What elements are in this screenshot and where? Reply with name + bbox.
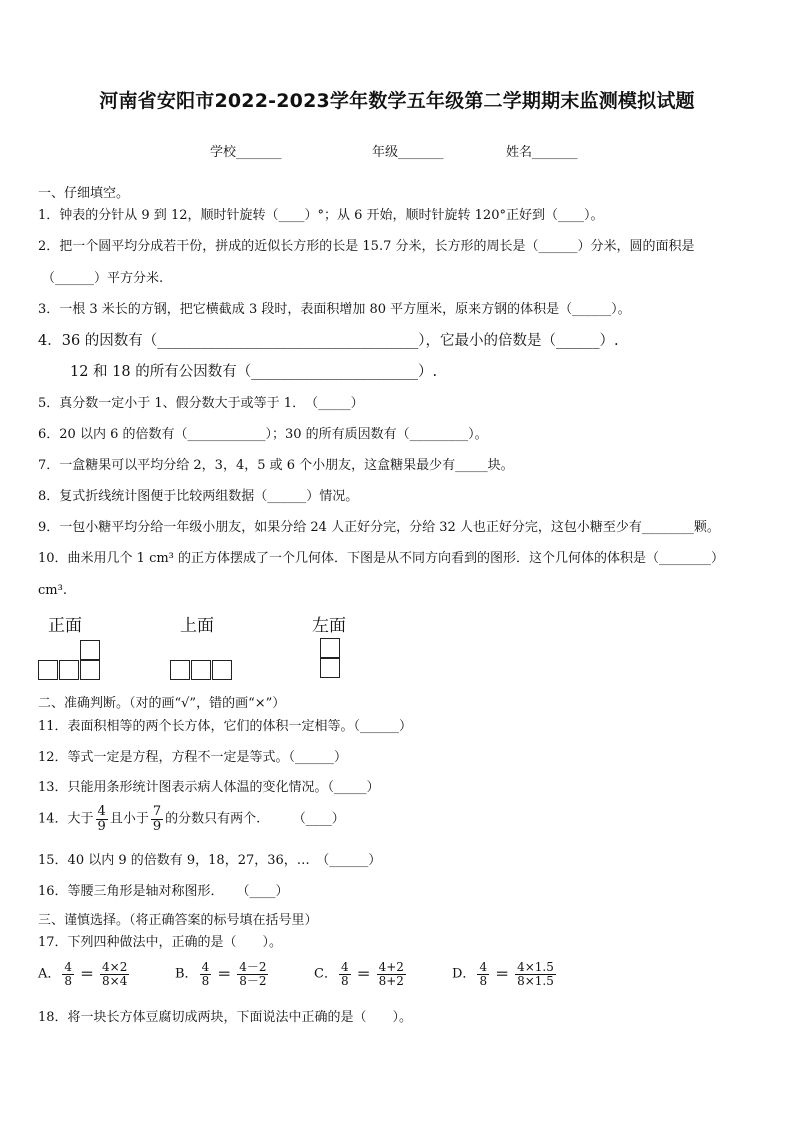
numerator: 4 [97,804,106,819]
denominator: 9 [152,818,162,834]
equals-sign: ＝ [495,967,510,984]
option-b[interactable] [175,961,270,987]
front-view-label: 正面 [48,616,82,636]
numerator: 4 [340,960,349,974]
numerator: 4 [64,960,73,974]
fraction [339,961,351,987]
question-12: 12．等式一定是方程，方程不一定是等式。（______） [38,750,348,765]
question-13: 13．只能用条形统计图表示病人体温的变化情况。（_____） [38,780,380,795]
question-1: 1．钟表的分针从 9 到 12，顺时针旋转（____）°；从 6 开始，顺时针旋转 120°正好到（____）。 [38,208,604,223]
question-2-line2: （______）平方分米. [42,271,164,286]
denominator: 8×4 [102,973,128,988]
left-view-label: 左面 [312,616,346,636]
denominator: 9 [97,818,106,834]
option-label: A． [38,966,61,982]
fraction [377,961,406,987]
question-2-line1: 2．把一个圆平均分成若干份，拼成的近似长方形的长是 15.7 分米，长方形的周长是（______）分米，圆的面积是 [38,239,695,254]
school-field[interactable]: 学校_______ [210,145,282,160]
numerator: 4 [201,960,210,974]
section-heading-fill: 一、仔细填空。 [38,186,130,201]
square [80,640,100,660]
fraction [515,961,556,987]
question-3: 3．一根 3 米长的方钢，把它横截成 3 段时，表面积增加 80 平方厘米，原来方钢的体积是（______）。 [38,302,631,317]
numerator: 4+2 [378,960,404,974]
question-10-line1: 10．曲米用几个 1 cm³ 的正方体摆成了一个几何体．下图是从不同方向看到的图形．这个几何体的体积是（________） [38,551,725,566]
fraction [62,961,74,987]
numerator: 4×2 [102,960,128,974]
numerator: 7 [152,804,162,819]
fraction [151,805,163,833]
square [191,660,211,680]
question-14-mid: 且小于 [109,811,149,827]
fraction [477,961,489,987]
question-18: 18．将一块长方体豆腐切成两块，下面说法中正确的是（ ）。 [38,1010,413,1025]
name-field[interactable]: 姓名_______ [506,145,578,160]
denominator: 8+2 [378,973,404,988]
question-10-line2: cm³. [38,583,67,598]
grade-field[interactable]: 年级_______ [372,145,444,160]
question-7: 7．一盒糖果可以平均分给 2，3，4，5 或 6 个小朋友，这盒糖果最少有_____块。 [38,458,514,473]
denominator: 8－2 [239,973,267,988]
equals-sign: ＝ [356,967,371,984]
numerator: 4－2 [239,960,267,974]
question-16: 16．等腰三角形是轴对称图形． （____） [38,884,289,899]
option-label: D． [452,966,476,982]
equals-sign: ＝ [80,967,95,984]
question-5: 5．真分数一定小于 1、假分数大于或等于 1． （_____） [38,396,364,411]
section-heading-judge: 二、准确判断。（对的画“√”，错的画“×”） [38,696,286,711]
question-8: 8．复式折线统计图便于比较两组数据（______）情况。 [38,489,359,504]
top-view-label: 上面 [180,616,214,636]
fraction [237,961,268,987]
denominator: 8 [64,973,73,988]
denominator: 8×1.5 [517,973,554,988]
option-a[interactable] [38,961,131,987]
square [80,660,100,680]
square [170,660,190,680]
question-11: 11．表面积相等的两个长方体，它们的体积一定相等。（______） [38,719,413,734]
page-title: 河南省安阳市2022-2023学年数学五年级第二学期期末监测模拟试题 [99,90,695,112]
square [212,660,232,680]
denominator: 8 [340,973,349,988]
option-label: B． [175,966,198,982]
fraction [100,961,129,987]
option-c[interactable] [314,961,408,987]
equals-sign: ＝ [217,967,232,984]
question-14-post: 的分数只有两个. （____） [165,811,345,827]
question-6: 6．20 以内 6 的倍数有（____________）；30 的所有质因数有（_________）。 [38,427,488,442]
fraction [96,805,108,833]
numerator: 4×1.5 [517,960,554,974]
question-17: 17．下列四种做法中，正确的是（ ）。 [38,935,283,950]
square [38,660,58,680]
section-heading-choose: 三、谨慎选择。（将正确答案的标号填在括号里） [38,913,318,928]
numerator: 4 [479,960,488,974]
denominator: 8 [479,973,488,988]
question-9: 9．一包小糖平均分给一年级小朋友，如果分给 24 人正好分完，分给 32 人也正好分完，这包小糖至少有________颗。 [38,520,720,535]
question-14 [38,805,345,833]
square [320,658,340,678]
question-4-line1: 4．36 的因数有（____________________________________），它最小的倍数是（______）. [38,333,619,349]
question-14-pre: 14．大于 [38,811,94,827]
fraction [200,961,212,987]
question-15: 15．40 以内 9 的倍数有 9，18，27，36，… （______） [38,853,382,868]
denominator: 8 [201,973,210,988]
option-label: C． [314,966,337,982]
square [320,638,340,658]
option-d[interactable] [452,961,558,987]
square [59,660,79,680]
question-4-line2: 12 和 18 的所有公因数有（_______________________）. [70,364,438,380]
